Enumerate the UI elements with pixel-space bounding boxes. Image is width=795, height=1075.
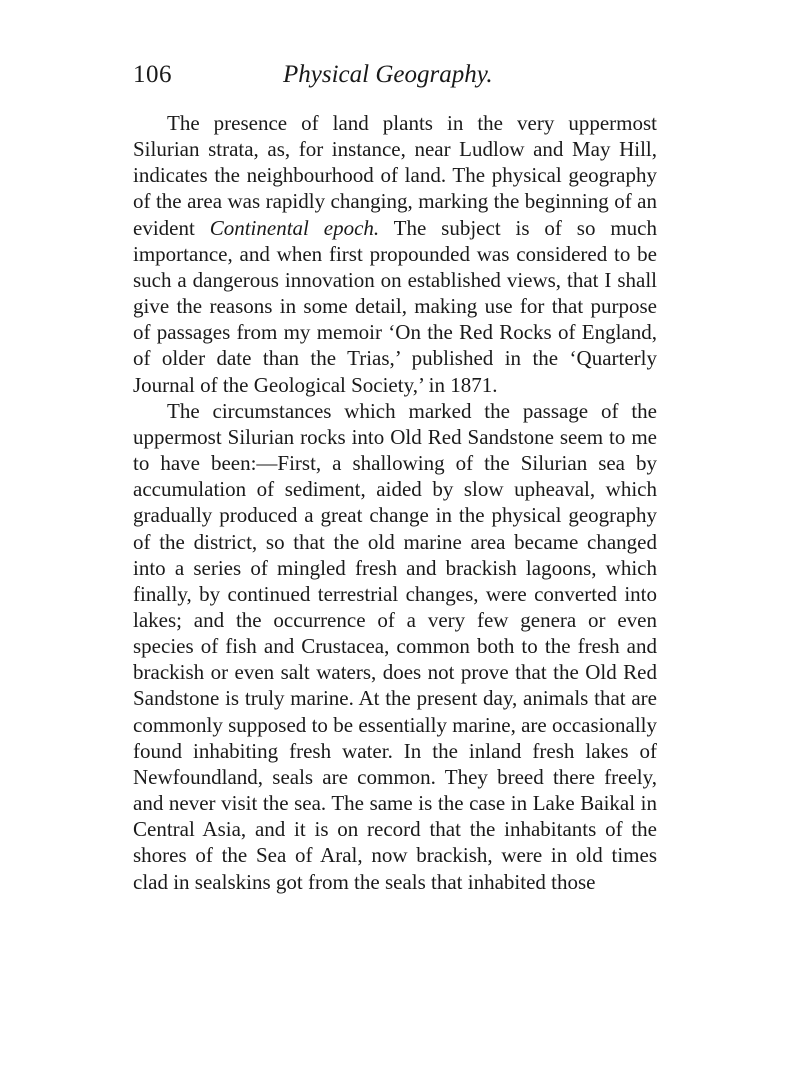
paragraph-2: The circumstances which marked the passage of the uppermost Silurian rocks into Old Red Sandstone seem to me to have been:—First, a shallowing of the Silurian sea by accumulation of sediment, aided by slow upheaval, which gradually produced a great change in the physical geography of the district, so that the old marine area became changed into a series of mingled fresh and brackish lagoons, which finally, by continued terrestrial changes, were converted into lakes; and the occurrence of a very few genera or even species of fish and Crustacea, common both to the fresh and brackish or even salt waters, does not prove that the Old Red Sandstone is truly marine. At the present day, animals that are commonly supposed to be essentially marine, are occasionally found inhabiting fresh water. In the inland fresh lakes of Newfoundland, seals are common. They breed there freely, and never visit the sea. The same is the case in Lake Baikal in Central Asia, and it is on record that the inhabitants of the shores of the Sea of Aral, now brackish, were in old times clad in sealskins got from the seals that inhabited those (133, 398, 657, 894)
running-title: Physical Geography. (283, 61, 493, 88)
page-header (133, 58, 657, 92)
paragraph-1-italic-term: Continental epoch. (209, 215, 380, 240)
paragraph-1-text-after: The subject is of so much importance, and when first propounded was considered to be such a dangerous innovation on established views, that I shall give the reasons in some detail, making use for that purpose of passages from my memoir ‘On the Red Rocks of England, of older date than the Trias,’ published in the ‘Quarterly Journal of the Geological Society,’ in 1871. (133, 215, 657, 397)
page-number: 106 (133, 61, 172, 88)
paragraph-1-text-before: The presence of land plants in the very uppermost Silurian strata, as, for instance, near Ludlow and May Hill, indicates the neighbourhood of land. The physical geography of the area was rapidly changing, marking the beginning of an evident (133, 111, 657, 240)
book-page (133, 58, 657, 895)
paragraph-1 (133, 110, 657, 398)
